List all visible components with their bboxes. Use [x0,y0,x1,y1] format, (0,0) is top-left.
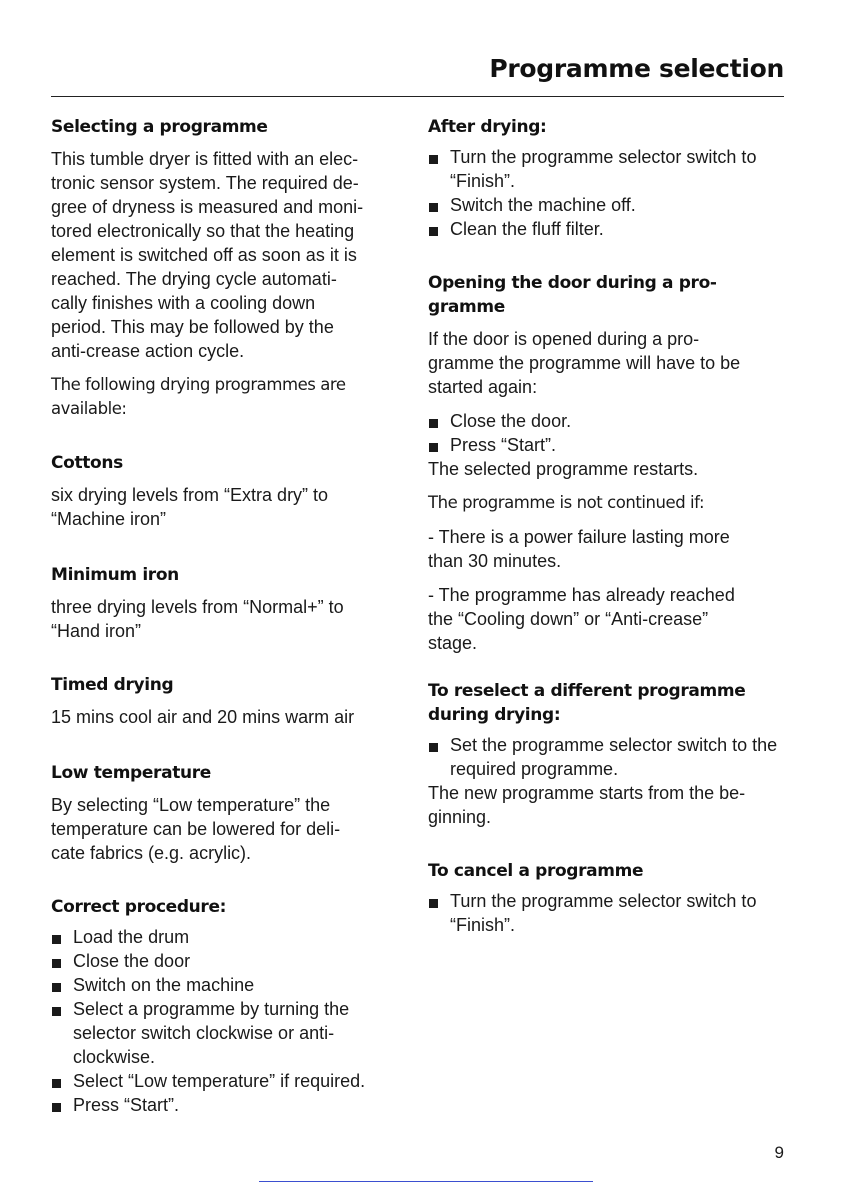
text-line: period. This may be followed by the [51,317,334,337]
selecting-paragraph [51,147,403,363]
list-item: Turn the programme selector switch to “Finish”. [428,145,784,193]
text-line: anti-crease action cycle. [51,341,245,361]
right-column [428,115,784,937]
text-line: gree of dryness is measured and moni- [51,197,364,217]
heading-timed-drying: Timed drying [51,675,174,695]
cancel-list [428,889,784,937]
list-item: Switch the machine off. [428,193,784,217]
list-item: Press “Start”. [51,1093,403,1117]
bullet-square-icon [52,1103,61,1112]
text-line: By selecting “Low temperature” the [51,795,331,815]
opening-door-list [428,409,784,457]
programmes-available-note [51,373,403,421]
bullet-square-icon [429,419,438,428]
bullet-square-icon [429,155,438,164]
bullet-square-icon [52,1007,61,1016]
text-line: than 30 minutes. [428,551,562,571]
text-line: started again: [428,377,538,397]
heading-low-temperature: Low temperature [51,763,211,783]
text-line: cally finishes with a cooling down [51,293,316,313]
note-line: The following drying programmes are [51,375,346,394]
bullet-square-icon [52,935,61,944]
heading-cancel-programme: To cancel a programme [428,861,644,881]
text-line: This tumble dryer is fitted with an elec- [51,149,359,169]
left-column [51,115,403,1117]
text-line: The selected programme restarts. [428,459,699,479]
heading-line: gramme [428,297,505,317]
bullet-square-icon [52,1079,61,1088]
bullet-square-icon [429,227,438,236]
not-continued-note: The programme is not continued if: [428,493,705,512]
heading-reselect-programme [428,679,784,727]
text-line: - The programme has already reached [428,585,735,605]
list-item: Switch on the machine [51,973,403,997]
text-line: If the door is opened during a pro- [428,329,700,349]
bullet-square-icon [52,959,61,968]
text-line: three drying levels from “Normal+” to [51,597,344,617]
reselect-list [428,733,784,781]
heading-after-drying: After drying: [428,117,547,137]
heading-minimum-iron: Minimum iron [51,565,179,585]
list-item: Clean the fluff filter. [428,217,784,241]
text-line: the “Cooling down” or “Anti-crease” [428,609,709,629]
heading-cottons: Cottons [51,453,123,473]
list-item: Close the door [51,949,403,973]
page-title: Programme selection [489,54,784,83]
heading-line: during drying: [428,705,561,725]
text-line: - There is a power failure lasting more [428,527,730,547]
list-item: Turn the programme selector switch to “Finish”. [428,889,784,937]
footer-link-underline [259,1181,593,1182]
text-line: “Machine iron” [51,509,167,529]
heading-line: To reselect a different programme [428,681,746,701]
list-item: Close the door. [428,409,784,433]
bullet-square-icon [429,743,438,752]
heading-opening-the-door [428,271,784,319]
text-line: cate fabrics (e.g. acrylic). [51,843,252,863]
bullet-square-icon [429,899,438,908]
text-line: temperature can be lowered for deli- [51,819,341,839]
list-item: Press “Start”. [428,433,784,457]
header-rule [51,96,784,97]
text-line: tored electronically so that the heating [51,221,355,241]
text-line: The new programme starts from the be- [428,783,746,803]
page-number: 9 [774,1143,784,1162]
heading-correct-procedure: Correct procedure: [51,897,227,917]
bullet-square-icon [429,443,438,452]
text-line: six drying levels from “Extra dry” to [51,485,329,505]
list-item: Select “Low temperature” if required. [51,1069,403,1093]
note-line: available: [51,399,127,418]
text-line: tronic sensor system. The required de- [51,173,359,193]
after-drying-list [428,145,784,241]
text-line: gramme the programme will have to be [428,353,741,373]
procedure-list [51,925,403,1117]
text-line: 15 mins cool air and 20 mins warm air [51,707,355,727]
bullet-square-icon [429,203,438,212]
text-line: stage. [428,633,478,653]
list-item: Select a programme by turning the selector switch clockwise or anti-clockwise. [51,997,403,1069]
bullet-square-icon [52,983,61,992]
list-item: Set the programme selector switch to the required programme. [428,733,784,781]
heading-line: Opening the door during a pro- [428,273,717,293]
text-line: “Hand iron” [51,621,142,641]
list-item: Load the drum [51,925,403,949]
text-line: ginning. [428,807,492,827]
text-line: reached. The drying cycle automati- [51,269,337,289]
heading-selecting-a-programme: Selecting a programme [51,117,268,137]
text-line: element is switched off as soon as it is [51,245,357,265]
